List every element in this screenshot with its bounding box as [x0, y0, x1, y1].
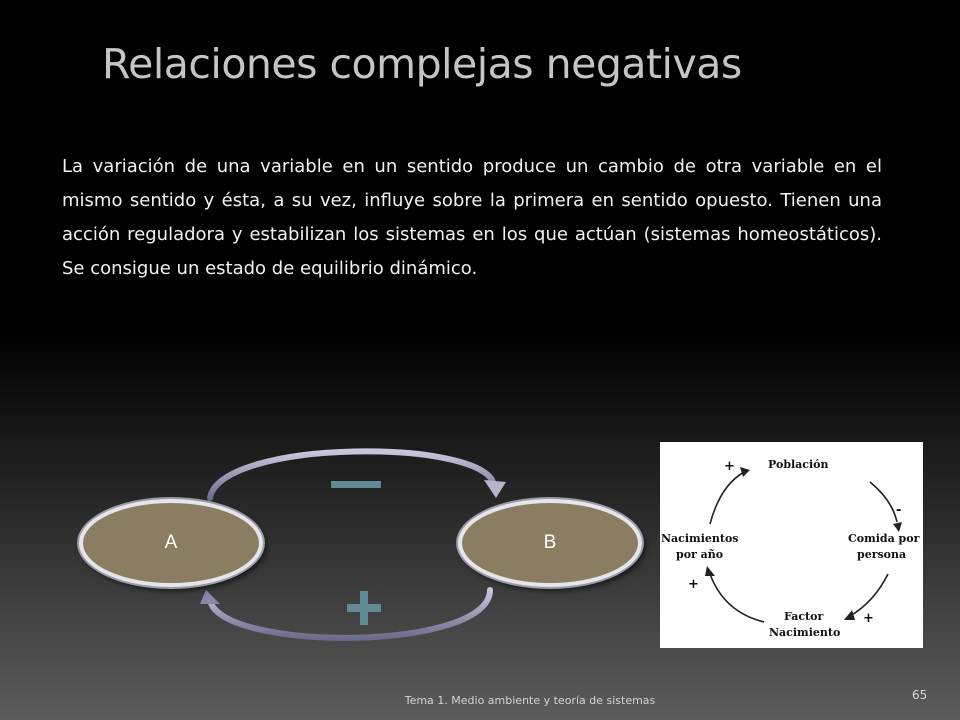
- label-nacimientos: Nacimientos: [661, 532, 739, 545]
- label-poblacion: Población: [768, 458, 829, 471]
- body-paragraph: La variación de una variable en un sentido produce un cambio de otra variable en el mismo sentido y ésta, a su vez, influye sobre la primera en sentido opuesto. Tienen una acción reguladora y estabilizan los sistemas en los que actúan (sistemas homeostáticos). Se consigue un estado de equilibrio dinámico.: [62, 156, 882, 279]
- footer-text: Tema 1. Medio ambiente y teoría de sistemas: [404, 694, 656, 707]
- label-nacimiento: Nacimiento: [769, 626, 841, 639]
- node-a: [79, 499, 263, 587]
- sign-bottom-right: +: [863, 611, 874, 626]
- node-b-label: B: [543, 532, 557, 553]
- page-number: 65: [912, 688, 928, 702]
- node-b: [458, 499, 642, 587]
- label-por-ano: por año: [676, 548, 724, 561]
- negative-sign-icon: [331, 481, 381, 488]
- sign-bottom-left: +: [688, 577, 699, 592]
- bottom-loop-arrow: [210, 590, 490, 638]
- positive-sign-icon: [347, 591, 381, 625]
- arrow-birth-factor-to-births: [710, 574, 764, 622]
- sign-top-left: +: [724, 459, 735, 474]
- population-cycle-figure: [660, 442, 923, 648]
- bottom-loop-arrowhead: [200, 590, 220, 604]
- feedback-loop-diagram: [70, 440, 650, 650]
- top-loop-arrow: [210, 451, 494, 498]
- arrow-population-to-food: [870, 482, 897, 522]
- label-comida-por: Comida por: [848, 532, 920, 545]
- label-factor: Factor: [784, 610, 824, 623]
- sign-top-right: -: [896, 503, 902, 518]
- label-persona: persona: [857, 548, 907, 561]
- arrow-births-to-population: [710, 472, 744, 524]
- slide-title: Relaciones complejas negativas: [102, 40, 742, 88]
- node-a-label: A: [164, 532, 178, 553]
- arrow-food-to-birth-factor: [850, 574, 888, 616]
- top-loop-arrowhead: [484, 480, 506, 498]
